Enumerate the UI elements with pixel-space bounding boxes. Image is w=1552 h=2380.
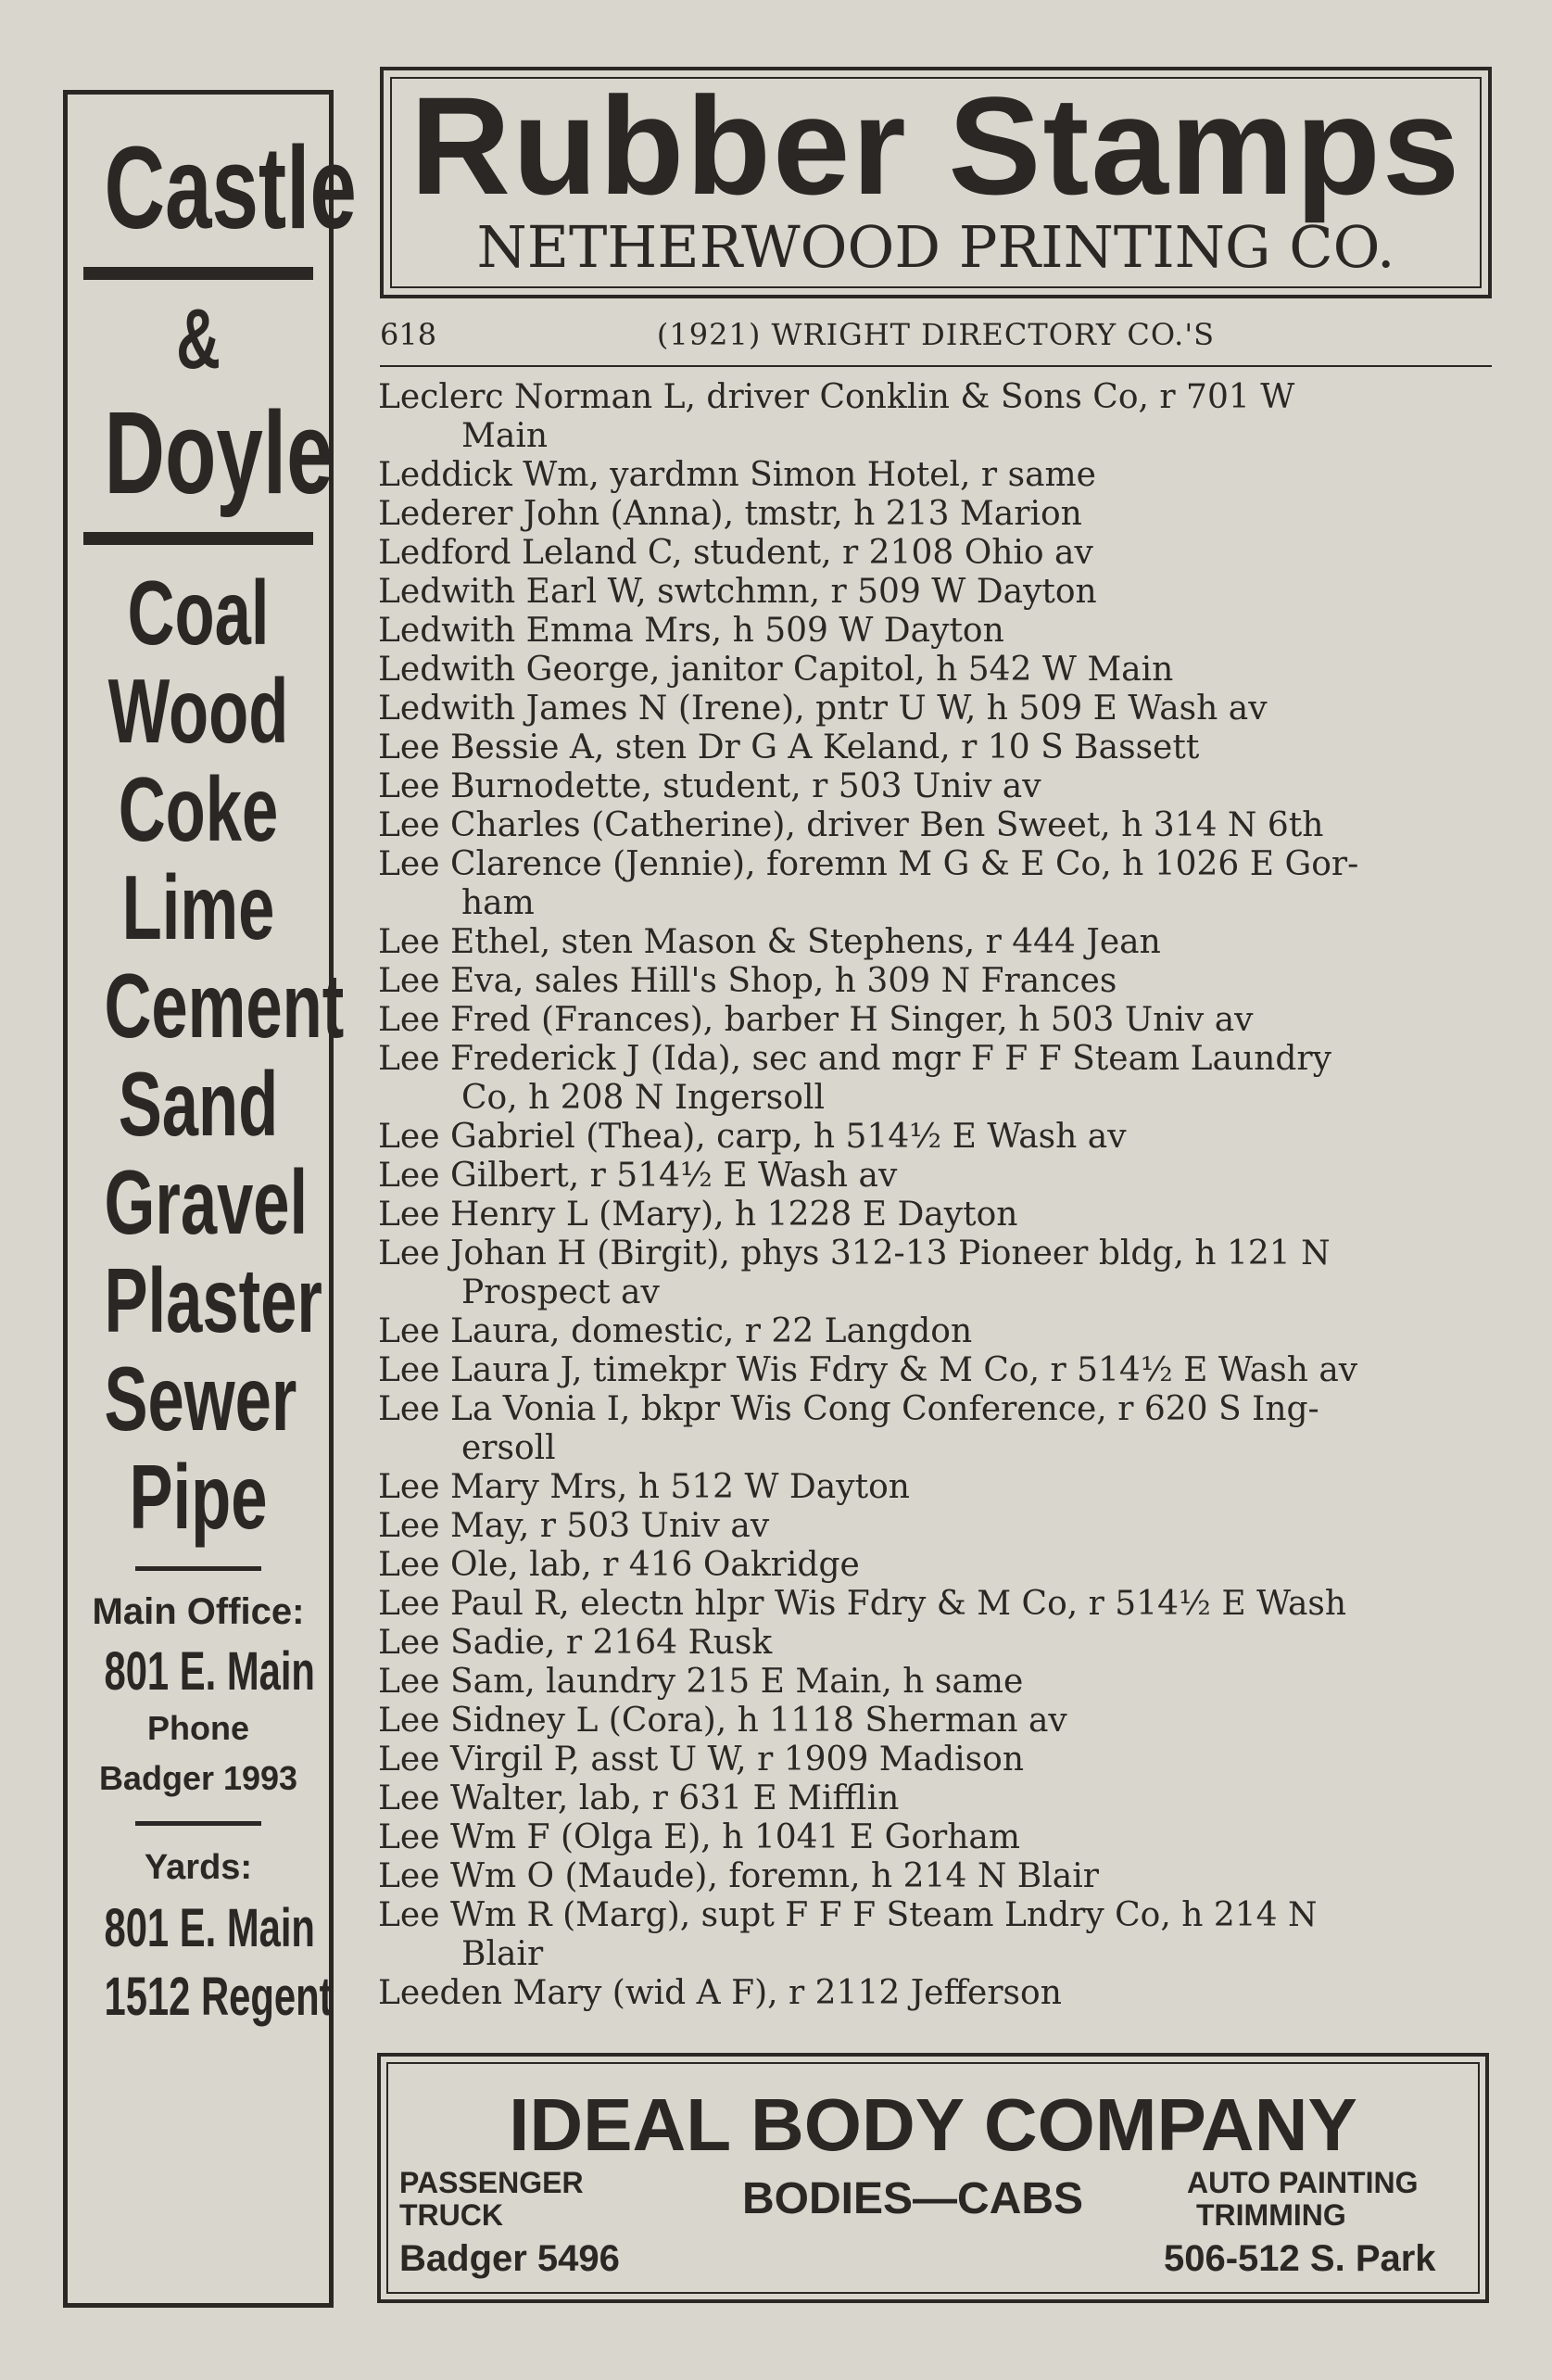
- entry-line: Lee Burnodette, student, r 503 Univ av: [378, 767, 1041, 805]
- phone-number: Badger 1993: [98, 1759, 298, 1797]
- page-title: (1921) WRIGHT DIRECTORY CO.'S: [656, 317, 1216, 352]
- bottom-ad-trimming: TRIMMING: [1196, 2198, 1346, 2232]
- side-advertisement: [63, 90, 357, 2308]
- entry-line: Lee Charles (Catherine), driver Ben Sweet, h 314 N 6th: [378, 806, 1324, 844]
- directory-entry: [378, 806, 1495, 845]
- page-number: 618: [380, 317, 437, 352]
- directory-entry: [378, 1118, 1495, 1157]
- directory-entry: [378, 1857, 1495, 1896]
- bottom-ad-bodies: BODIES—CABS: [742, 2174, 1084, 2223]
- directory-entry: [378, 690, 1495, 728]
- directory-entry: [378, 1234, 1495, 1312]
- divider: [83, 267, 313, 280]
- top-ad-headline: Rubber Stamps: [410, 68, 1462, 223]
- main-office-label: Main Office:: [92, 1591, 305, 1632]
- entry-continuation: Main: [461, 417, 549, 455]
- yard-address-1: 801 E. Main: [104, 1898, 315, 1958]
- directory-entry: [378, 1974, 1495, 2013]
- entry-line: Lee May, r 503 Univ av: [378, 1507, 770, 1545]
- directory-entry: [378, 1585, 1495, 1624]
- entry-line: Lee Sidney L (Cora), h 1118 Sherman av: [378, 1702, 1067, 1740]
- yards-label: Yards:: [144, 1848, 253, 1887]
- entry-continuation: ham: [461, 884, 535, 922]
- directory-entry: [378, 378, 1495, 456]
- divider: [83, 532, 313, 545]
- entry-line: Lee Frederick J (Ida), sec and mgr F F F Steam Laundry: [378, 1040, 1331, 1078]
- bottom-ad-phone: Badger 5496: [399, 2238, 620, 2279]
- firm-name-1: Castle: [104, 122, 357, 253]
- firm-name-2: Doyle: [104, 387, 334, 518]
- directory-entry: [378, 845, 1495, 923]
- entry-continuation: Prospect av: [461, 1273, 660, 1311]
- header-rule: [380, 365, 1492, 367]
- entry-line: Lee La Vonia I, bkpr Wis Cong Conference, r 620 S Ing-: [378, 1390, 1319, 1428]
- product-item: Wood: [107, 660, 289, 762]
- entry-line: Ledwith Emma Mrs, h 509 W Dayton: [378, 612, 1004, 650]
- bottom-ad-truck: TRUCK: [399, 2198, 503, 2232]
- entry-line: Lederer John (Anna), tmstr, h 213 Marion: [378, 495, 1082, 533]
- product-item: Pipe: [129, 1446, 268, 1548]
- entry-line: Leddick Wm, yardmn Simon Hotel, r same: [378, 456, 1096, 494]
- directory-entry: [378, 728, 1495, 767]
- phone-label: Phone: [146, 1709, 249, 1747]
- top-ad-company: NETHERWOOD PRINTING CO.: [476, 213, 1395, 281]
- top-advertisement: [380, 67, 1492, 298]
- entry-line: Lee Gabriel (Thea), carp, h 514½ E Wash av: [378, 1118, 1127, 1156]
- entry-line: Ledwith Earl W, swtchmn, r 509 W Dayton: [378, 573, 1097, 611]
- main-office-address: 801 E. Main: [104, 1641, 315, 1702]
- directory-entry: [378, 1507, 1495, 1546]
- entry-line: Leclerc Norman L, driver Conklin & Sons Co, r 701 W: [378, 378, 1295, 416]
- directory-entry: [378, 1157, 1495, 1196]
- directory-entry: [378, 962, 1495, 1001]
- product-item: Lime: [121, 856, 275, 958]
- entry-line: Lee Eva, sales Hill's Shop, h 309 N Frances: [378, 962, 1117, 1000]
- directory-entry: [378, 1001, 1495, 1040]
- entry-line: Lee Ethel, sten Mason & Stephens, r 444 Jean: [378, 923, 1161, 961]
- directory-entry: [378, 1546, 1495, 1585]
- entry-line: Lee Ole, lab, r 416 Oakridge: [378, 1546, 860, 1584]
- directory-entry: [378, 767, 1495, 806]
- entry-line: Lee Walter, lab, r 631 E Mifflin: [378, 1779, 900, 1817]
- entry-line: Ledford Leland C, student, r 2108 Ohio av: [378, 534, 1093, 572]
- entry-line: Lee Laura, domestic, r 22 Langdon: [378, 1312, 973, 1350]
- bottom-ad-address: 506-512 S. Park: [1164, 2238, 1436, 2279]
- entry-line: Lee Clarence (Jennie), foremn M G & E Co, h 1026 E Gor-: [378, 845, 1359, 883]
- directory-listing: [378, 378, 1495, 2013]
- page-header: [380, 317, 1492, 363]
- directory-entry: [378, 456, 1495, 495]
- product-item: Gravel: [104, 1151, 309, 1253]
- directory-entry: [378, 1390, 1495, 1468]
- bottom-advertisement: [377, 2053, 1489, 2303]
- entry-line: Lee Wm R (Marg), supt F F F Steam Lndry Co, h 214 N: [378, 1896, 1318, 1934]
- directory-entry: [378, 923, 1495, 962]
- directory-entry: [378, 1663, 1495, 1702]
- entry-line: Lee Paul R, electn hlpr Wis Fdry & M Co, r 514½ E Wash: [378, 1585, 1347, 1623]
- directory-entry: [378, 1468, 1495, 1507]
- directory-entry: [378, 1741, 1495, 1779]
- entry-continuation: Co, h 208 N Ingersoll: [461, 1079, 825, 1117]
- product-item: Cement: [104, 955, 345, 1057]
- product-item: Plaster: [104, 1249, 322, 1351]
- directory-entry: [378, 1624, 1495, 1663]
- directory-entry: [378, 495, 1495, 534]
- directory-entry: [378, 1351, 1495, 1390]
- directory-entry: [378, 1040, 1495, 1118]
- entry-line: Lee Sadie, r 2164 Rusk: [378, 1624, 773, 1662]
- entry-line: Lee Henry L (Mary), h 1228 E Dayton: [378, 1196, 1018, 1234]
- entry-line: Lee Sam, laundry 215 E Main, h same: [378, 1663, 1024, 1701]
- directory-entry: [378, 1779, 1495, 1818]
- directory-entry: [378, 1702, 1495, 1741]
- entry-line: Lee Wm F (Olga E), h 1041 E Gorham: [378, 1818, 1021, 1856]
- product-item: Coal: [127, 562, 270, 664]
- entry-line: Ledwith George, janitor Capitol, h 542 W Main: [378, 651, 1174, 689]
- entry-line: Ledwith James N (Irene), pntr U W, h 509 E Wash av: [378, 690, 1268, 728]
- entry-continuation: ersoll: [461, 1429, 556, 1467]
- entry-line: Lee Laura J, timekpr Wis Fdry & M Co, r 514½ E Wash av: [378, 1351, 1358, 1389]
- product-item: Sand: [118, 1053, 279, 1155]
- entry-line: Lee Johan H (Birgit), phys 312-13 Pioneer bldg, h 121 N: [378, 1234, 1331, 1272]
- directory-entry: [378, 1312, 1495, 1351]
- directory-entry: [378, 573, 1495, 612]
- directory-entry: [378, 534, 1495, 573]
- entry-continuation: Blair: [461, 1935, 544, 1973]
- entry-line: Lee Fred (Frances), barber H Singer, h 503 Univ av: [378, 1001, 1254, 1039]
- yard-address-2: 1512 Regent: [104, 1967, 333, 2027]
- directory-entry: [378, 1196, 1495, 1234]
- entry-line: Lee Virgil P, asst U W, r 1909 Madison: [378, 1741, 1025, 1779]
- entry-line: Lee Bessie A, sten Dr G A Keland, r 10 S Bassett: [378, 728, 1200, 766]
- entry-line: Lee Gilbert, r 514½ E Wash av: [378, 1157, 898, 1195]
- bottom-ad-company: IDEAL BODY COMPANY: [509, 2083, 1357, 2166]
- entry-line: Lee Mary Mrs, h 512 W Dayton: [378, 1468, 910, 1506]
- bottom-ad-passenger: PASSENGER: [399, 2166, 584, 2199]
- directory-entry: [378, 612, 1495, 651]
- product-list: [68, 562, 345, 1548]
- product-item: Sewer: [104, 1348, 297, 1450]
- ampersand: &: [176, 292, 221, 386]
- directory-entry: [378, 1818, 1495, 1857]
- directory-entry: [378, 1896, 1495, 1974]
- directory-entry: [378, 651, 1495, 690]
- entry-line: Lee Wm O (Maude), foremn, h 214 N Blair: [378, 1857, 1099, 1895]
- entry-line: Leeden Mary (wid A F), r 2112 Jefferson: [378, 1974, 1062, 2012]
- product-item: Coke: [118, 758, 279, 860]
- bottom-ad-auto-painting: AUTO PAINTING: [1187, 2166, 1419, 2199]
